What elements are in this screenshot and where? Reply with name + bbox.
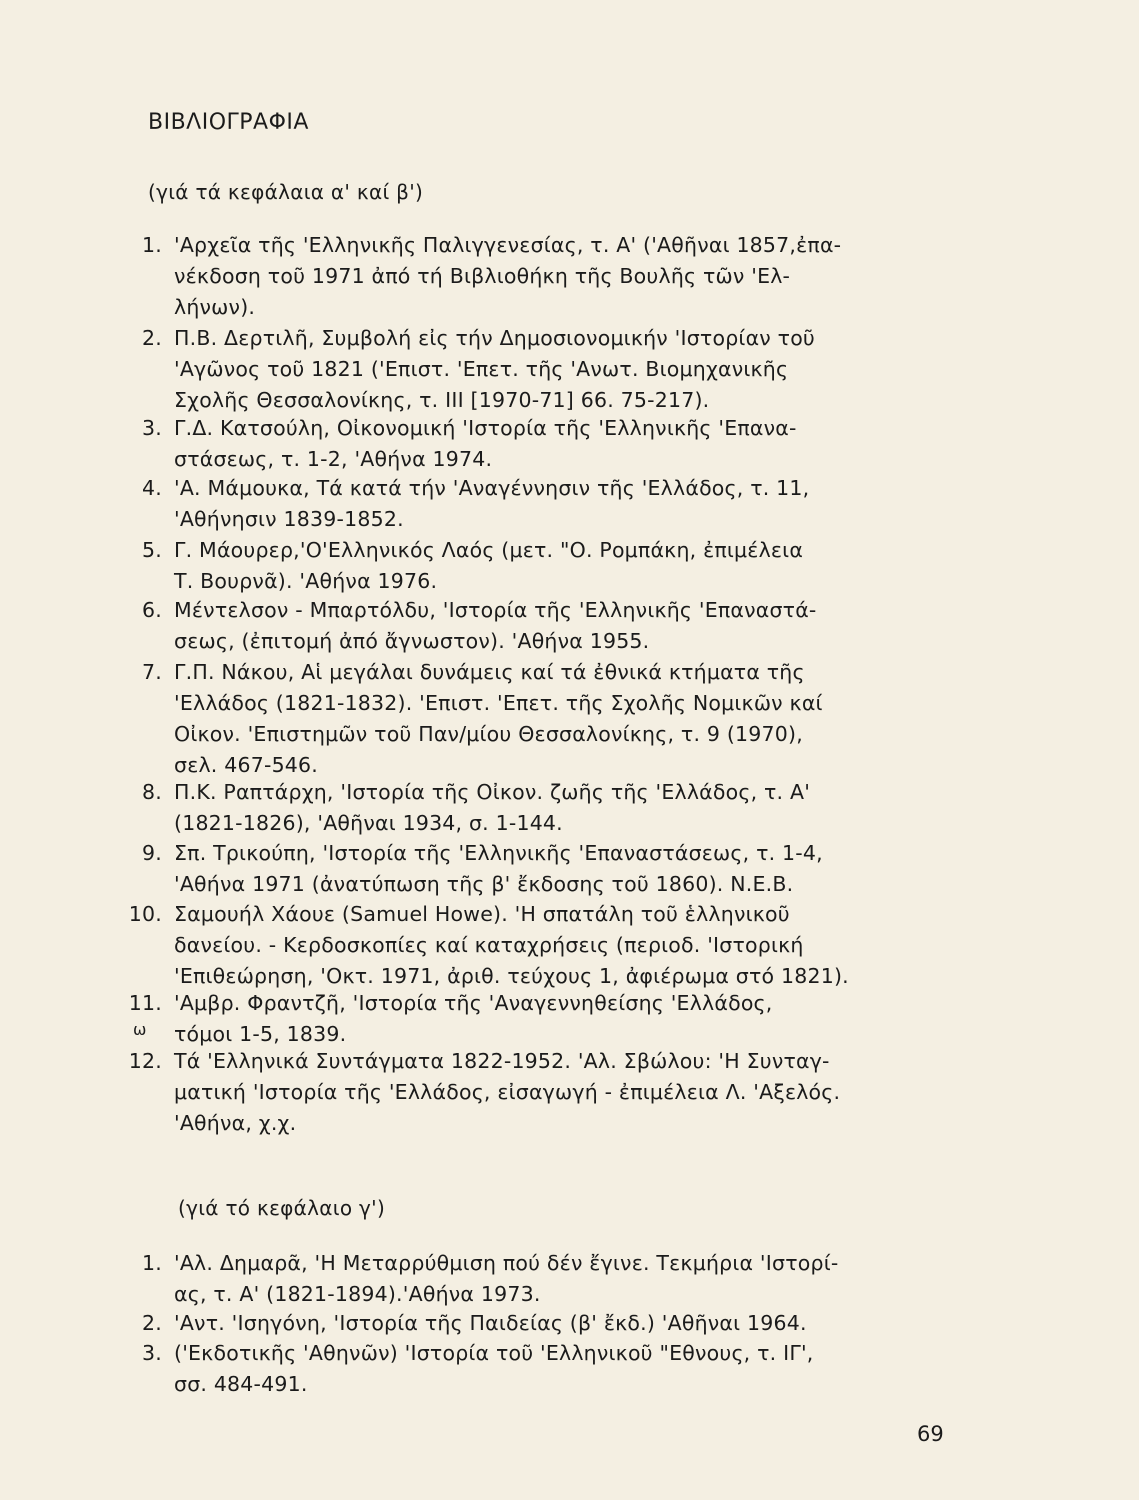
bibliography-entry [128,657,823,781]
entry-line: στάσεως, τ. 1-2, 'Αθήνα 1974. [174,447,493,471]
entry-line: Σχολῆς Θεσσαλονίκης, τ. ΙΙΙ [1970-71] 66. 75-217). [174,388,710,412]
margin-mark: ω [133,1020,147,1039]
entry-line: 'Αρχεῖα τῆς 'Ελληνικῆς Παλιγγενεσίας, τ. Α' ('Αθῆναι 1857,ἐπα- [174,233,842,257]
entry-number: 12. [128,1049,162,1073]
page-number: 69 [917,1422,944,1446]
entry-line: τόμοι 1-5, 1839. [174,1022,347,1046]
section-label-chapter-c: (γιά τό κεφάλαιο γ') [178,1196,386,1220]
entry-line: σελ. 467-546. [174,753,319,777]
entry-line: Σαμουήλ Χάουε (Samuel Howe). 'Η σπατάλη τοῦ ἑλληνικοῦ [174,902,790,926]
entry-line: Σπ. Τρικούπη, 'Ιστορία τῆς 'Ελληνικῆς 'Επαναστάσεως, τ. 1-4, [174,841,823,865]
entry-line: Οἰκον. 'Επιστημῶν τοῦ Παν/μίου Θεσσαλονίκης, τ. 9 (1970), [174,722,803,746]
entry-number: 6. [142,598,162,622]
entry-line: Τά 'Ελληνικά Συντάγματα 1822-1952. 'Αλ. Σβώλου: 'Η Συνταγ- [174,1049,830,1073]
entry-number: 10. [128,902,162,926]
entry-line: ας, τ. Α' (1821-1894).'Αθήνα 1973. [174,1282,541,1306]
entry-line: Γ. Μάουρερ,'Ο'Ελληνικός Λαός (μετ. "Ο. Ρομπάκη, ἐπιμέλεια [174,538,804,562]
entry-line: Τ. Βουρνᾶ). 'Αθήνα 1976. [174,569,438,593]
bibliography-entry [128,899,849,992]
entry-number: 4. [142,476,162,500]
entry-line: ματική 'Ιστορία τῆς 'Ελλάδος, εἰσαγωγή - ἐπιμέλεια Λ. 'Αξελός. [174,1080,841,1104]
entry-line: (1821-1826), 'Αθῆναι 1934, σ. 1-144. [174,811,563,835]
bibliography-entry [128,535,803,597]
entry-number: 5. [142,538,162,562]
bibliography-entry [128,838,823,900]
entry-line: σεως, (ἐπιτομή ἀπό ἄγνωστον). 'Αθήνα 1955. [174,629,650,653]
entry-line: δανείου. - Κερδοσκοπίες καί καταχρήσεις (περιοδ. 'Ιστορική [174,933,804,957]
entry-line: 'Επιθεώρηση, 'Οκτ. 1971, ἀριθ. τεύχους 1, ἀφιέρωμα στό 1821). [174,964,849,988]
entry-line: 'Αμβρ. Φραντζῆ, 'Ιστορία τῆς 'Αναγεννηθείσης 'Ελλάδος, [174,991,773,1015]
page-heading: ΒΙΒΛΙΟΓΡΑΦΙΑ [148,110,309,135]
bibliography-entry [128,1248,838,1310]
entry-line: Π.Β. Δερτιλῆ, Συμβολή εἰς τήν Δημοσιονομικήν 'Ιστορίαν τοῦ [174,326,815,350]
entry-number: 2. [142,326,162,350]
entry-line: ('Εκδοτικῆς 'Αθηνῶν) 'Ιστορία τοῦ 'Ελληνικοῦ "Εθνους, τ. ΙΓ', [174,1341,814,1365]
bibliography-entry [128,1046,840,1139]
bibliography-entry [128,1338,814,1400]
entry-number: 1. [142,233,162,257]
entry-line: 'Αντ. 'Ισηγόνη, 'Ιστορία τῆς Παιδείας (β' ἔκδ.) 'Αθῆναι 1964. [174,1311,807,1335]
entry-line: Μέντελσον - Μπαρτόλδυ, 'Ιστορία τῆς 'Ελληνικῆς 'Επαναστά- [174,598,817,622]
entry-line: 'Αθήνησιν 1839-1852. [174,507,404,531]
entry-line: 'Α. Μάμουκα, Τά κατά τήν 'Αναγέννησιν τῆς 'Ελλάδος, τ. 11, [174,476,810,500]
entry-line: 'Ελλάδος (1821-1832). 'Επιστ. 'Επετ. τῆς Σχολῆς Νομικῶν καί [174,691,823,715]
entry-line: 'Αθήνα 1971 (ἀνατύπωση τῆς β' ἔκδοσης τοῦ 1860). Ν.Ε.Β. [174,872,794,896]
bibliography-entry [128,230,841,323]
entry-number: 7. [142,660,162,684]
bibliography-entry [128,1308,807,1339]
entry-line: Π.Κ. Ραπτάρχη, 'Ιστορία τῆς Οἰκον. ζωῆς τῆς 'Ελλάδος, τ. Α' [174,780,811,804]
section-label-chapters-a-b: (γιά τά κεφάλαια α' καί β') [148,180,424,204]
entry-line: Γ.Π. Νάκου, Αἱ μεγάλαι δυνάμεις καί τά ἐθνικά κτήματα τῆς [174,660,805,684]
bibliography-entry [128,323,815,416]
bibliography-entry [128,777,810,839]
entry-number: 8. [142,780,162,804]
entry-line: λήνων). [174,295,256,319]
entry-line: 'Αθήνα, χ.χ. [174,1111,297,1135]
entry-number: 2. [142,1311,162,1335]
entry-line: 'Αγῶνος τοῦ 1821 ('Επιστ. 'Επετ. τῆς 'Ανωτ. Βιομηχανικῆς [174,357,789,381]
bibliography-entry [128,473,809,535]
bibliography-entry [128,988,773,1050]
entry-number: 3. [142,416,162,440]
entry-line: νέκδοση τοῦ 1971 ἀπό τή Βιβλιοθήκη τῆς Βουλῆς τῶν 'Ελ- [174,264,791,288]
entry-number: 1. [142,1251,162,1275]
entry-line: σσ. 484-491. [174,1372,308,1396]
entry-number: 9. [142,841,162,865]
entry-number: 11. [128,991,162,1015]
entry-line: Γ.Δ. Κατσούλη, Οἰκονομική 'Ιστορία τῆς 'Ελληνικῆς 'Επανα- [174,416,797,440]
entry-number: 3. [142,1341,162,1365]
entry-line: 'Αλ. Δημαρᾶ, 'Η Μεταρρύθμιση πού δέν ἔγινε. Τεκμήρια 'Ιστορί- [174,1251,839,1275]
bibliography-entry [128,595,817,657]
bibliography-entry [128,413,797,475]
